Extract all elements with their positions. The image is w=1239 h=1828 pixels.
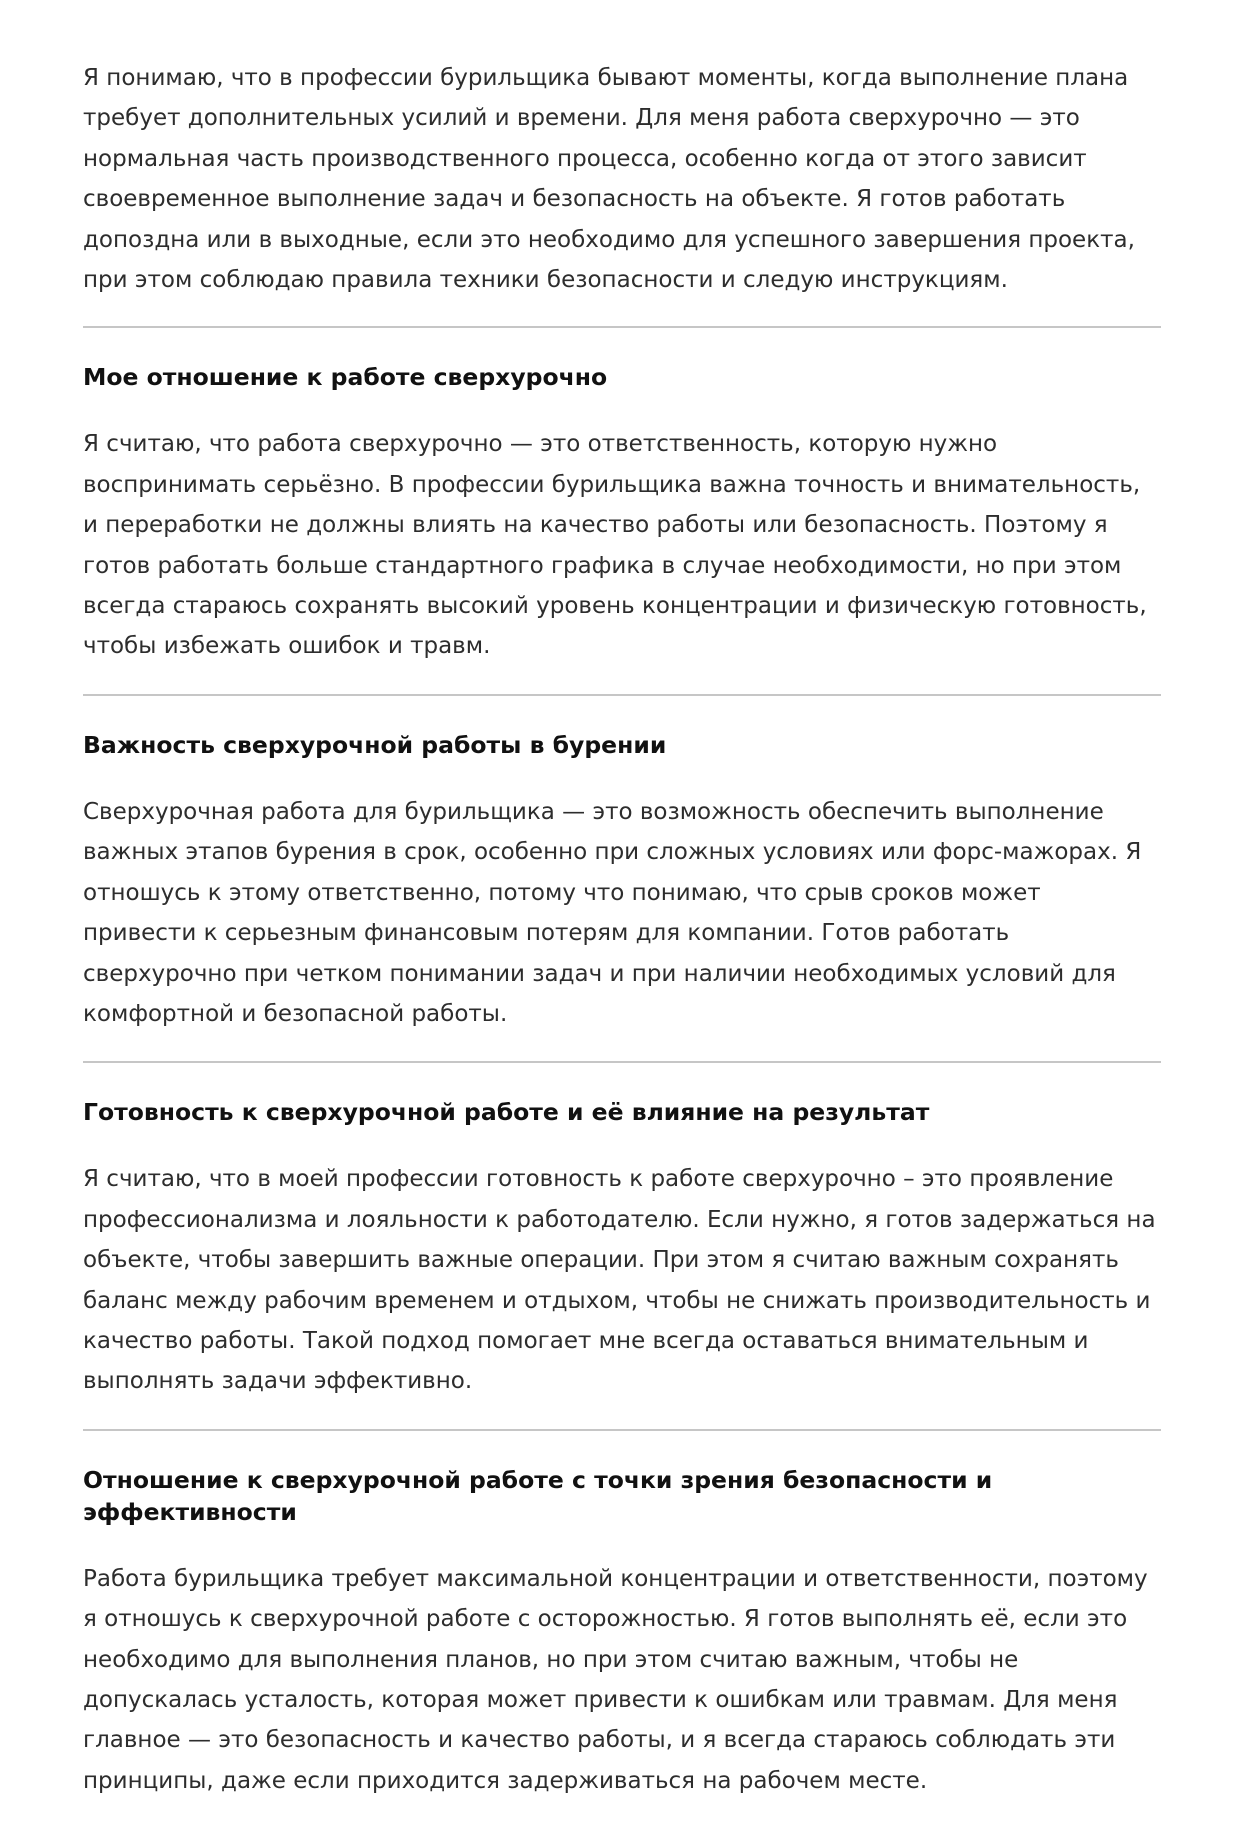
section-heading: Отношение к сверхурочной работе с точки зрения безопасности и эффективности bbox=[83, 1465, 993, 1526]
section-heading: Готовность к сверхурочной работе и её влияние на результат bbox=[83, 1098, 930, 1127]
section-divider bbox=[83, 1429, 1161, 1431]
section-divider bbox=[83, 694, 1161, 696]
section-paragraph: Работа бурильщика требует максимальной концентрации и ответственности, поэтому я отношусь к сверхурочной работе с осторожностью. Я готов выполнять её, если это необходимо для выполнения планов, но при этом считаю важным, чтобы не допускалась усталость, которая может привести к ошибкам или травмам. Для меня главное — это безопасность и качество работы, и я всегда стараюсь соблюдать эти принципы, даже если приходится задерживаться на рабочем месте. bbox=[83, 1565, 1148, 1794]
section-heading: Важность сверхурочной работы в бурении bbox=[83, 730, 667, 759]
section-divider bbox=[83, 1061, 1161, 1063]
section-paragraph: Я считаю, что работа сверхурочно — это ответственность, которую нужно воспринимать серьёзно. В профессии бурильщика важна точность и внимательность, и переработки не должны влиять на качество работы или безопасность. Поэтому я готов работать больше стандартного графика в случае необходимости, но при этом всегда стараюсь сохранять высокий уровень концентрации и физическую готовность, чтобы избежать ошибок и травм. bbox=[83, 431, 1147, 660]
section-divider bbox=[83, 326, 1161, 328]
section-paragraph: Я считаю, что в моей профессии готовность к работе сверхурочно – это проявление профессионализма и лояльности к работодателю. Если нужно, я готов задержаться на объекте, чтобы завершить важные операции. При этом я считаю важным сохранять баланс между рабочим временем и отдыхом, чтобы не снижать производительность и качество работы. Такой подход помогает мне всегда оставаться внимательным и выполнять задачи эффективно. bbox=[83, 1166, 1156, 1395]
intro-paragraph: Я понимаю, что в профессии бурильщика бывают моменты, когда выполнение плана требует дополнительных усилий и времени. Для меня работа сверхурочно — это нормальная часть производственного процесса, особенно когда от этого зависит своевременное выполнение задач и безопасность на объекте. Я готов работать допоздна или в выходные, если это необходимо для успешного завершения проекта, при этом соблюдаю правила техники безопасности и следую инструкциям. bbox=[83, 65, 1135, 294]
document-body bbox=[83, 58, 1161, 1828]
section-paragraph: Сверхурочная работа для бурильщика — это возможность обеспечить выполнение важных этапов бурения в срок, особенно при сложных условиях или форс-мажорах. Я отношусь к этому ответственно, потому что понимаю, что срыв сроков может привести к серьезным финансовым потерям для компании. Готов работать сверхурочно при четком понимании задач и при наличии необходимых условий для комфортной и безопасной работы. bbox=[83, 798, 1142, 1027]
section-heading: Мое отношение к работе сверхурочно bbox=[83, 363, 608, 392]
